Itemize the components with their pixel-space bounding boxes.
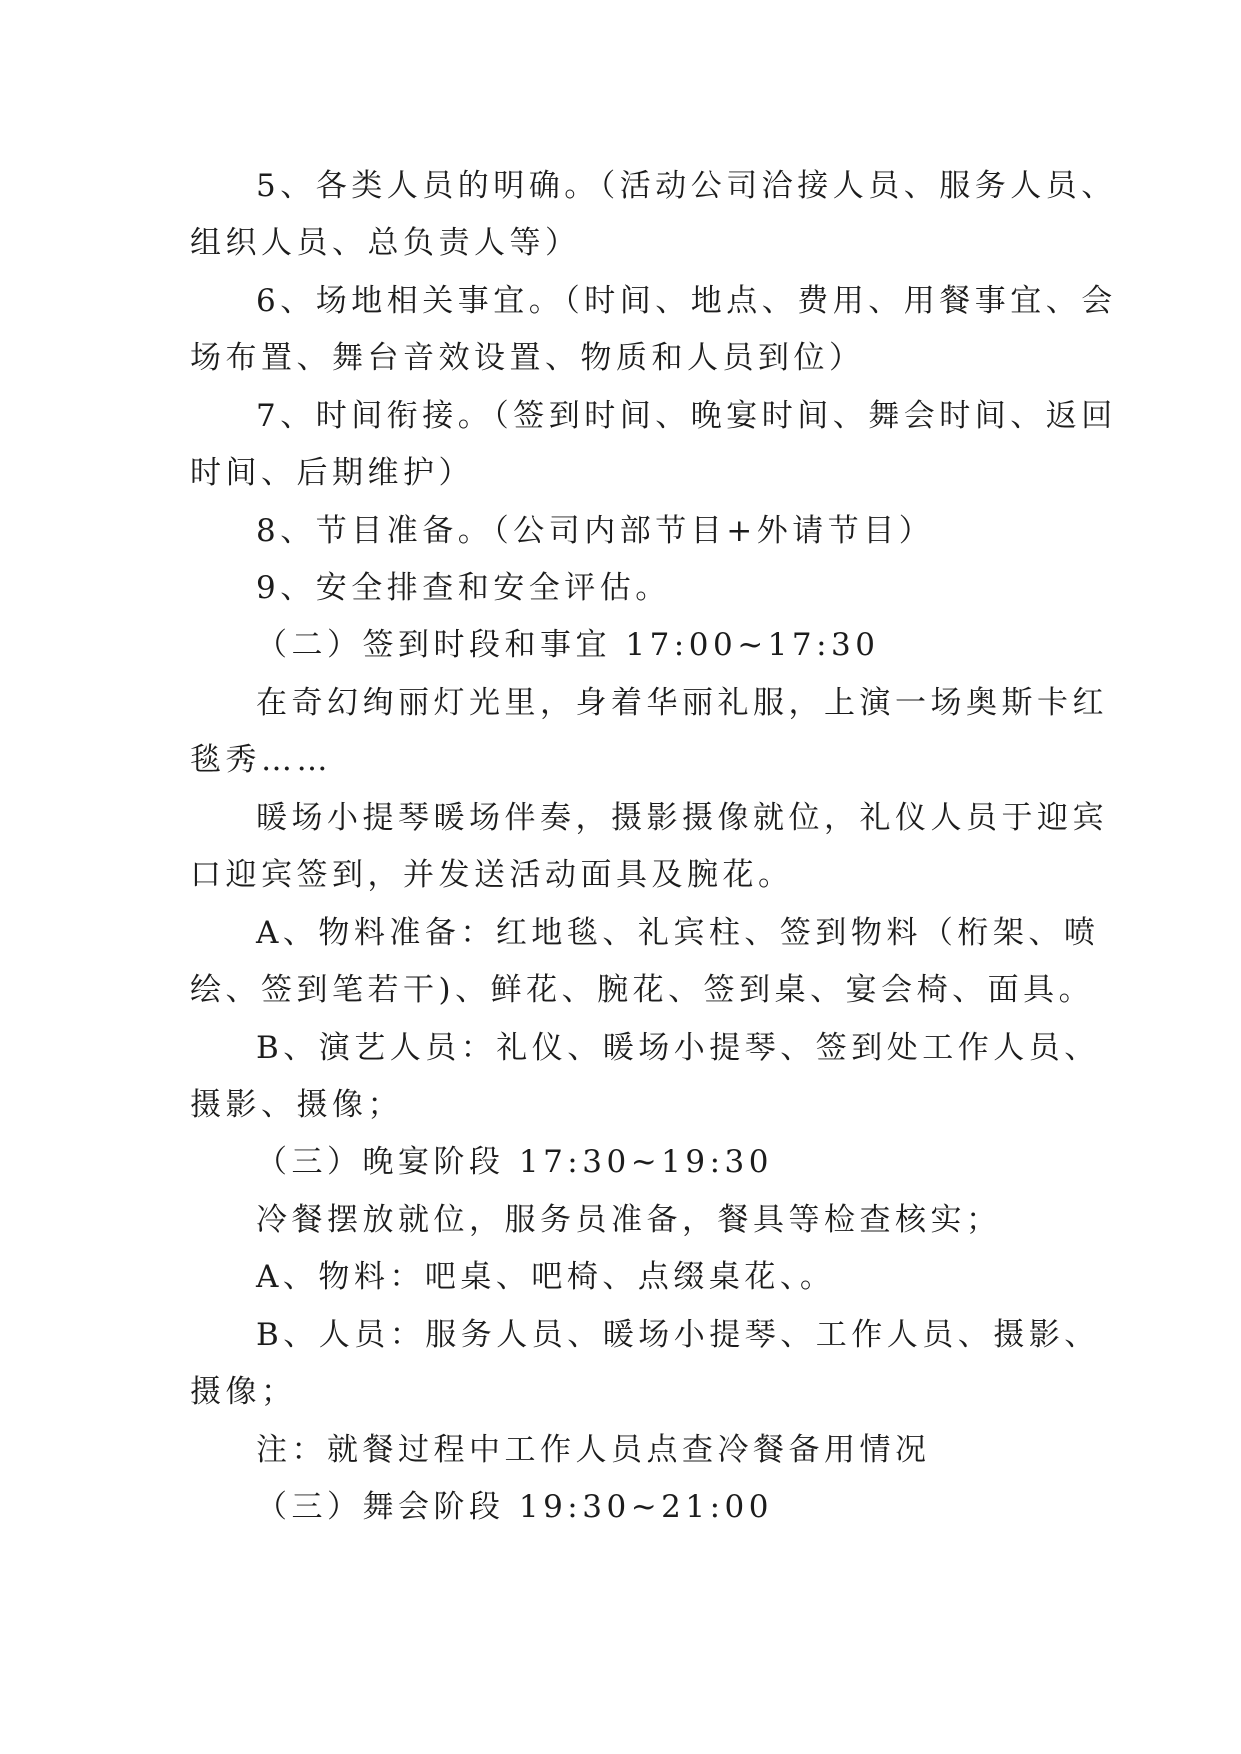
text-line-item8: 8、节目准备。（公司内部节目+外请节目） <box>256 513 935 549</box>
text-line-dinner-staff-b: B、人员：服务人员、暖场小提琴、工作人员、摄影、 <box>256 1317 1100 1353</box>
text-line-note: 注：就餐过程中工作人员点查冷餐备用情况 <box>256 1432 931 1468</box>
text-line-item5-cont: 组织人员、总负责人等） <box>190 225 581 261</box>
text-line-item6-cont: 场布置、舞台音效设置、物质和人员到位） <box>190 340 865 376</box>
text-line-item5: 5、各类人员的明确。（活动公司洽接人员、服务人员、 <box>256 168 1117 204</box>
text-line-staff-b-cont: 摄影、摄像； <box>190 1087 403 1123</box>
text-line-paragraph-lights-cont: 毯秀…… <box>190 742 332 778</box>
text-line-dinner-materials-a: A、物料：吧桌、吧椅、点缀桌花、。 <box>256 1259 836 1295</box>
text-line-paragraph-lights: 在奇幻绚丽灯光里，身着华丽礼服，上演一场奥斯卡红 <box>256 685 1108 721</box>
text-line-materials-a-cont: 绘、签到笔若干)、鲜花、腕花、签到桌、宴会椅、面具。 <box>190 972 1095 1008</box>
text-line-materials-a: A、物料准备：红地毯、礼宾柱、签到物料（桁架、喷 <box>256 915 1100 951</box>
text-line-cold-buffet: 冷餐摆放就位，服务员准备，餐具等检查核实； <box>256 1202 1002 1238</box>
text-line-item7: 7、时间衔接。（签到时间、晚宴时间、舞会时间、返回 <box>256 398 1117 434</box>
text-line-paragraph-warmup-cont: 口迎宾签到，并发送活动面具及腕花。 <box>190 857 794 893</box>
text-line-item6: 6、场地相关事宜。（时间、地点、费用、用餐事宜、会 <box>256 283 1117 319</box>
text-line-item9: 9、安全排查和安全评估。 <box>256 570 671 606</box>
text-line-dinner-staff-b-cont: 摄像； <box>190 1374 297 1410</box>
section-heading-dance: （三）舞会阶段 19:30~21:00 <box>256 1489 774 1525</box>
text-line-item7-cont: 时间、后期维护） <box>190 455 474 491</box>
text-line-staff-b: B、演艺人员：礼仪、暖场小提琴、签到处工作人员、 <box>256 1030 1100 1066</box>
section-heading-dinner: （三）晚宴阶段 17:30~19:30 <box>256 1144 774 1180</box>
text-line-paragraph-warmup: 暖场小提琴暖场伴奏，摄影摄像就位，礼仪人员于迎宾 <box>256 800 1108 836</box>
section-heading-checkin: （二）签到时段和事宜 17:00~17:30 <box>256 627 880 663</box>
